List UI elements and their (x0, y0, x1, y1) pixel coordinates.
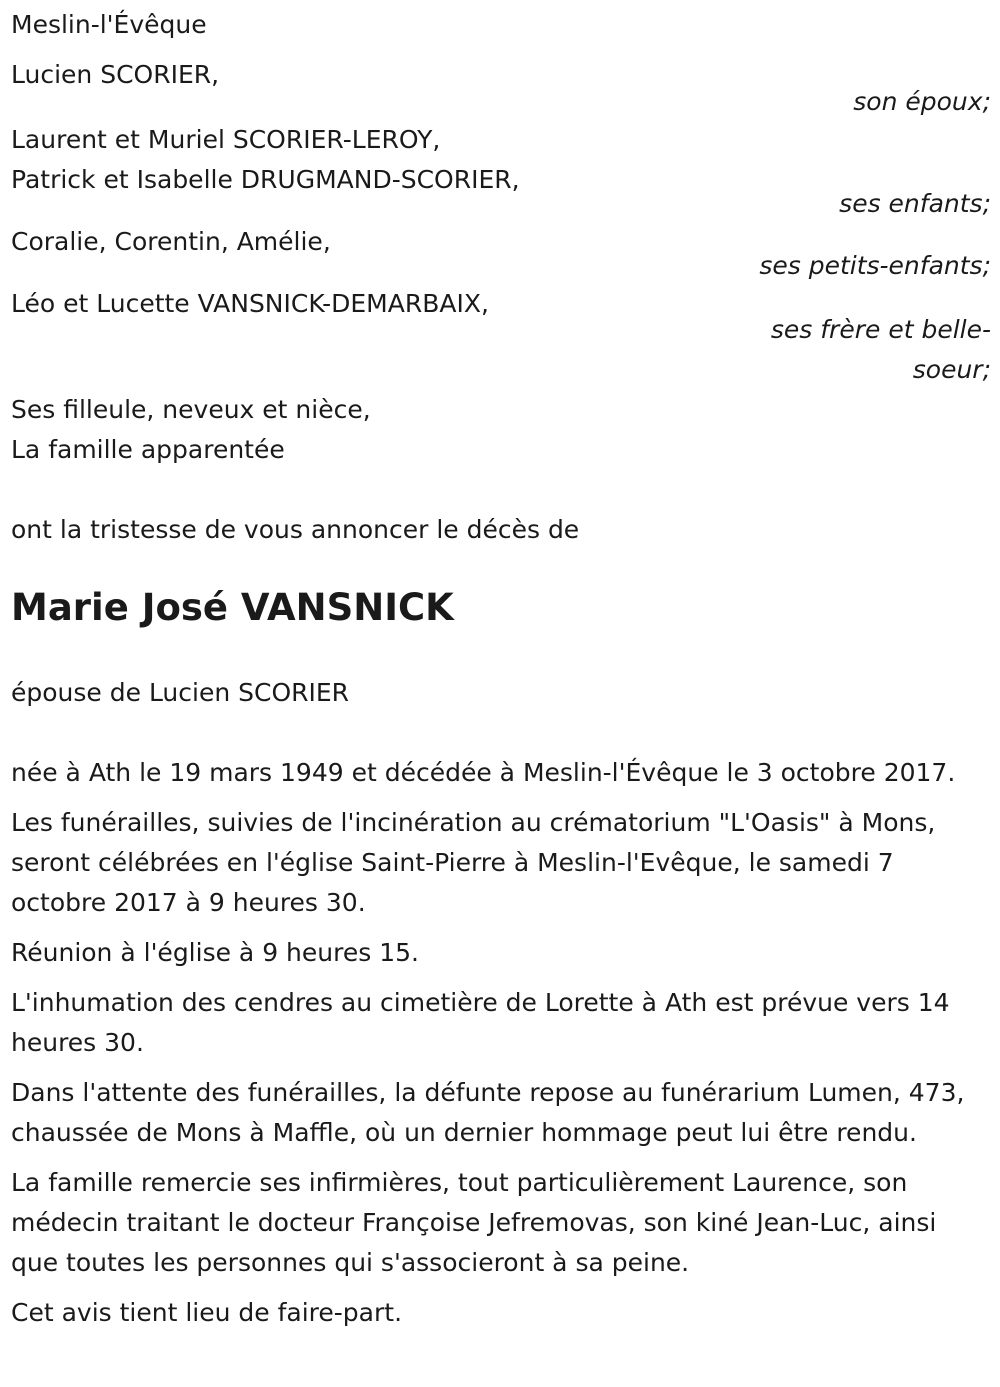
funeral-paragraph: Les funérailles, suivies de l'incinération au crématorium "L'Oasis" à Mons, seront célébrées en l'église Saint-Pierre à Meslin-l'Evêque, le samedi 7 octobre 2017 à 9 heures 30. (11, 808, 936, 917)
extended-family-line: La famille apparentée (11, 435, 285, 464)
grandchildren-names: Coralie, Corentin, Amélie, (11, 227, 331, 256)
child-name-1: Laurent et Muriel SCORIER-LEROY, (11, 125, 441, 154)
children-role: ses enfants; (839, 189, 991, 218)
spouse-role: son époux; (853, 87, 991, 116)
siblings-names: Léo et Lucette VANSNICK-DEMARBAIX, (11, 289, 489, 318)
funeral-home-paragraph: Dans l'attente des funérailles, la défunte repose au funérarium Lumen, 473, chaussée de Mons à Maffle, où un dernier hommage peut lui être rendu. (11, 1078, 965, 1147)
obituary-notice (11, 5, 991, 1333)
announcement-text: ont la tristesse de vous annoncer le décès de (11, 515, 580, 544)
location-line: Meslin-l'Évêque (11, 10, 207, 39)
gathering-paragraph: Réunion à l'église à 9 heures 15. (11, 938, 419, 967)
siblings-role-line2: soeur; (912, 355, 991, 384)
birth-death-paragraph: née à Ath le 19 mars 1949 et décédée à Meslin-l'Évêque le 3 octobre 2017. (11, 758, 956, 787)
child-name-2: Patrick et Isabelle DRUGMAND-SCORIER, (11, 165, 520, 194)
spouse-of-line: épouse de Lucien SCORIER (11, 678, 350, 707)
grandchildren-role: ses petits-enfants; (759, 251, 991, 280)
thanks-paragraph: La famille remercie ses infirmières, tout particulièrement Laurence, son médecin traitant le docteur Françoise Jefremovas, son kiné Jean-Luc, ainsi que toutes les personnes qui s'associeront à sa peine. (11, 1168, 937, 1277)
godchildren-line: Ses filleule, neveux et nièce, (11, 395, 371, 424)
siblings-role-line1: ses frère et belle- (770, 315, 991, 344)
notice-footer: Cet avis tient lieu de faire-part. (11, 1298, 403, 1327)
burial-paragraph: L'inhumation des cendres au cimetière de Lorette à Ath est prévue vers 14 heures 30. (11, 988, 950, 1057)
spouse-name: Lucien SCORIER, (11, 60, 220, 89)
deceased-name: Marie José VANSNICK (11, 586, 454, 629)
